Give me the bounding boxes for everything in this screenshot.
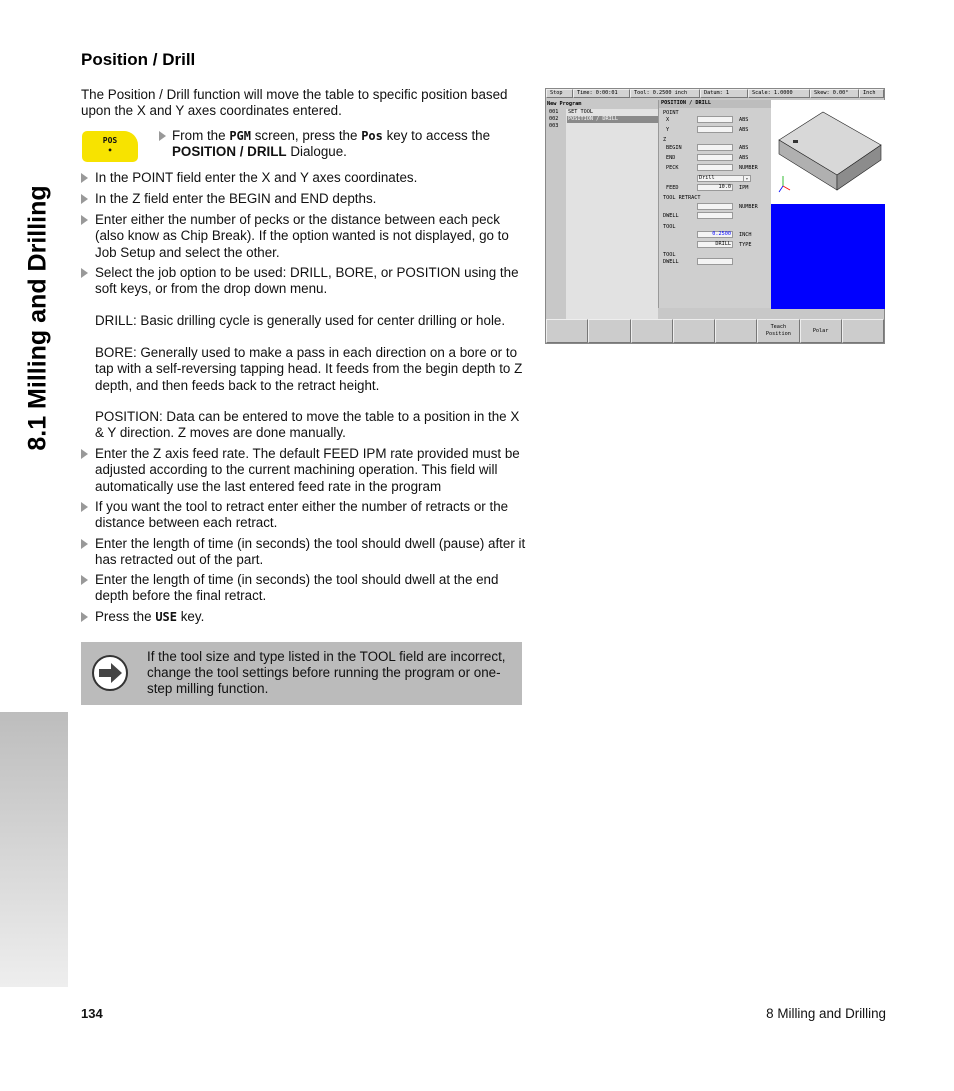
feed-field[interactable]: 10.0 [697, 184, 733, 191]
dro-screenshot [545, 88, 885, 344]
list-item-text: In the Z field enter the BEGIN and END depths. [95, 191, 377, 206]
page-number: 134 [81, 1006, 103, 1021]
softkey-8[interactable] [842, 319, 884, 343]
status-scale: Scale: 1.0000 [748, 89, 810, 98]
bullet-arrow-icon [81, 612, 88, 622]
program-list [546, 100, 658, 320]
cycle-value: Drill [699, 175, 715, 181]
label-tool-dwell: DWELL [663, 259, 679, 265]
list-item [81, 609, 526, 625]
label-point: POINT [663, 110, 679, 116]
list-item [81, 572, 526, 605]
list-item [81, 446, 526, 495]
y-field[interactable] [697, 126, 733, 133]
position-description: POSITION: Data can be entered to move the table to a position in the X & Y direction. Z moves are done manually. [95, 409, 520, 441]
pos-key-icon [82, 131, 138, 162]
form-title: POSITION / DRILL [659, 100, 771, 108]
label-feed: FEED [666, 185, 679, 191]
list-item-text: Enter the length of time (in seconds) the tool should dwell at the end depth before the final retract. [95, 572, 499, 604]
step-text: Dialogue. [290, 144, 347, 159]
label-x: X [666, 117, 670, 123]
status-mode: Stop [546, 89, 573, 98]
x-field[interactable] [697, 116, 733, 123]
peck-field[interactable] [697, 164, 733, 171]
list-item-text: Press the [95, 609, 152, 624]
dialogue-name: POSITION / DRILL [172, 144, 287, 159]
graphics-panel [771, 204, 885, 309]
cycle-dropdown[interactable] [697, 175, 751, 182]
intro-paragraph: The Position / Drill function will move the table to specific position based upon the X and Y axes coordinates entered. [81, 87, 508, 118]
step-text: key to access the [386, 128, 491, 143]
list-item [81, 212, 526, 261]
label-end: END [666, 155, 676, 161]
bullet-arrow-icon [159, 131, 166, 141]
tool-type-field[interactable]: DRILL [697, 241, 733, 248]
list-item [81, 170, 526, 186]
softkey-2[interactable] [588, 319, 630, 343]
status-tool: Tool: 0.2500 inch [630, 89, 700, 98]
chapter-side-tab [0, 0, 68, 987]
softkey-5[interactable] [715, 319, 757, 343]
program-title: New Program [547, 101, 582, 107]
program-line[interactable] [549, 116, 618, 123]
list-item-text: key. [180, 609, 205, 624]
chevron-down-icon: ▾ [743, 176, 750, 181]
bullet-arrow-icon [81, 173, 88, 183]
drill-description: DRILL: Basic drilling cycle is generally used for center drilling or hole. [95, 313, 506, 328]
list-item [81, 265, 526, 298]
note-text: If the tool size and type listed in the TOOL field are incorrect, change the tool settings before running the program or one-step milling function. [147, 649, 506, 696]
bullet-arrow-icon [81, 215, 88, 225]
program-line-number: 002 [549, 116, 559, 122]
list-item-text: Enter either the number of pecks or the distance between each peck (also know as Chip Break). If the option wanted is not displayed, go to Job Setup and select the other. [95, 212, 509, 260]
list-item [81, 499, 526, 532]
unit-inch: INCH [739, 232, 752, 238]
retract-field[interactable] [697, 203, 733, 210]
tool-size-field[interactable]: 0.2500 [697, 231, 733, 238]
program-line[interactable] [549, 109, 593, 116]
list-item [81, 536, 526, 569]
chapter-side-title: 8.1 Milling and Drilling [23, 185, 52, 451]
unit-abs: ABS [739, 145, 749, 151]
label-y: Y [666, 127, 670, 133]
softkey-1[interactable] [546, 319, 588, 343]
label-tool-dwell: TOOL [663, 252, 676, 258]
pos-key-dot: • [107, 146, 113, 155]
section-title: Position / Drill [81, 50, 196, 69]
step-open-dialogue [172, 128, 527, 160]
status-time: Time: 0:00:01 [573, 89, 630, 98]
list-item-text: Enter the length of time (in seconds) the tool should dwell (pause) after it has retracted out of the part. [95, 536, 526, 568]
dwell-field[interactable] [697, 212, 733, 219]
step-text: screen, press the [254, 128, 358, 143]
status-datum: Datum: 1 [700, 89, 748, 98]
note-box [81, 642, 522, 705]
program-line[interactable] [549, 123, 558, 130]
begin-field[interactable] [697, 144, 733, 151]
polar-softkey[interactable]: Polar [800, 319, 842, 343]
program-line-text: POSITION / DRILL [567, 116, 658, 123]
program-line-number: 003 [549, 123, 559, 129]
unit-abs: ABS [739, 155, 749, 161]
part-block-graphic [771, 100, 885, 204]
pos-key: Pos [361, 129, 383, 143]
unit-type: TYPE [739, 242, 752, 248]
program-list-area [566, 109, 658, 320]
teach-position-softkey[interactable]: Teach Position [757, 319, 799, 343]
label-tool: TOOL [663, 224, 676, 230]
list-item-text: Enter the Z axis feed rate. The default FEED IPM rate provided must be adjusted according to the current machining operation. This field will automatically use the last entered feed rate in the program [95, 446, 520, 494]
footer-chapter: 8 Milling and Drilling [766, 1006, 886, 1021]
list-item-text: Select the job option to be used: DRILL, BORE, or POSITION using the soft keys, or from the drop down menu. [95, 265, 519, 297]
bullet-arrow-icon [81, 575, 88, 585]
label-dwell: DWELL [663, 213, 679, 219]
program-line-number: 001 [549, 109, 559, 115]
dro-status-bar [546, 89, 884, 99]
pgm-key: PGM [229, 129, 251, 143]
unit-abs: ABS [739, 117, 749, 123]
list-item-text: In the POINT field enter the X and Y axes coordinates. [95, 170, 418, 185]
bullet-arrow-icon [81, 539, 88, 549]
position-drill-form [658, 100, 772, 308]
part-3d-view [771, 100, 885, 204]
label-z: Z [663, 137, 667, 143]
unit-number: NUMBER [739, 165, 758, 171]
bore-description: BORE: Generally used to make a pass in each direction on a bore or to tap with a self-reversing tapping head. It feeds from the begin depth to Z depth, and then feeds back to the retract height. [95, 345, 523, 393]
program-line-text: SET TOOL [568, 109, 593, 115]
list-item-text: If you want the tool to retract enter either the number of retracts or the distance between each retract. [95, 499, 509, 531]
label-begin: BEGIN [666, 145, 682, 151]
label-tool-retract: TOOL RETRACT [663, 195, 701, 201]
softkey-3[interactable] [631, 319, 673, 343]
step-text: From the [172, 128, 226, 143]
use-key: USE [155, 610, 177, 624]
bullet-arrow-icon [81, 194, 88, 204]
end-field[interactable] [697, 154, 733, 161]
unit-ipm: IPM [739, 185, 749, 191]
list-item [81, 191, 526, 207]
status-units: Inch [859, 89, 884, 98]
bullet-arrow-icon [81, 502, 88, 512]
softkey-bar [546, 319, 884, 343]
pos-key-label: POS [102, 136, 118, 145]
bullet-arrow-icon [81, 449, 88, 459]
bullet-arrow-icon [81, 268, 88, 278]
unit-abs: ABS [739, 127, 749, 133]
softkey-4[interactable] [673, 319, 715, 343]
label-peck: PECK [666, 165, 679, 171]
tool-dwell-field[interactable] [697, 258, 733, 265]
arrow-right-icon [91, 654, 129, 692]
status-skew: Skew: 0.00° [810, 89, 859, 98]
unit-number: NUMBER [739, 204, 758, 210]
